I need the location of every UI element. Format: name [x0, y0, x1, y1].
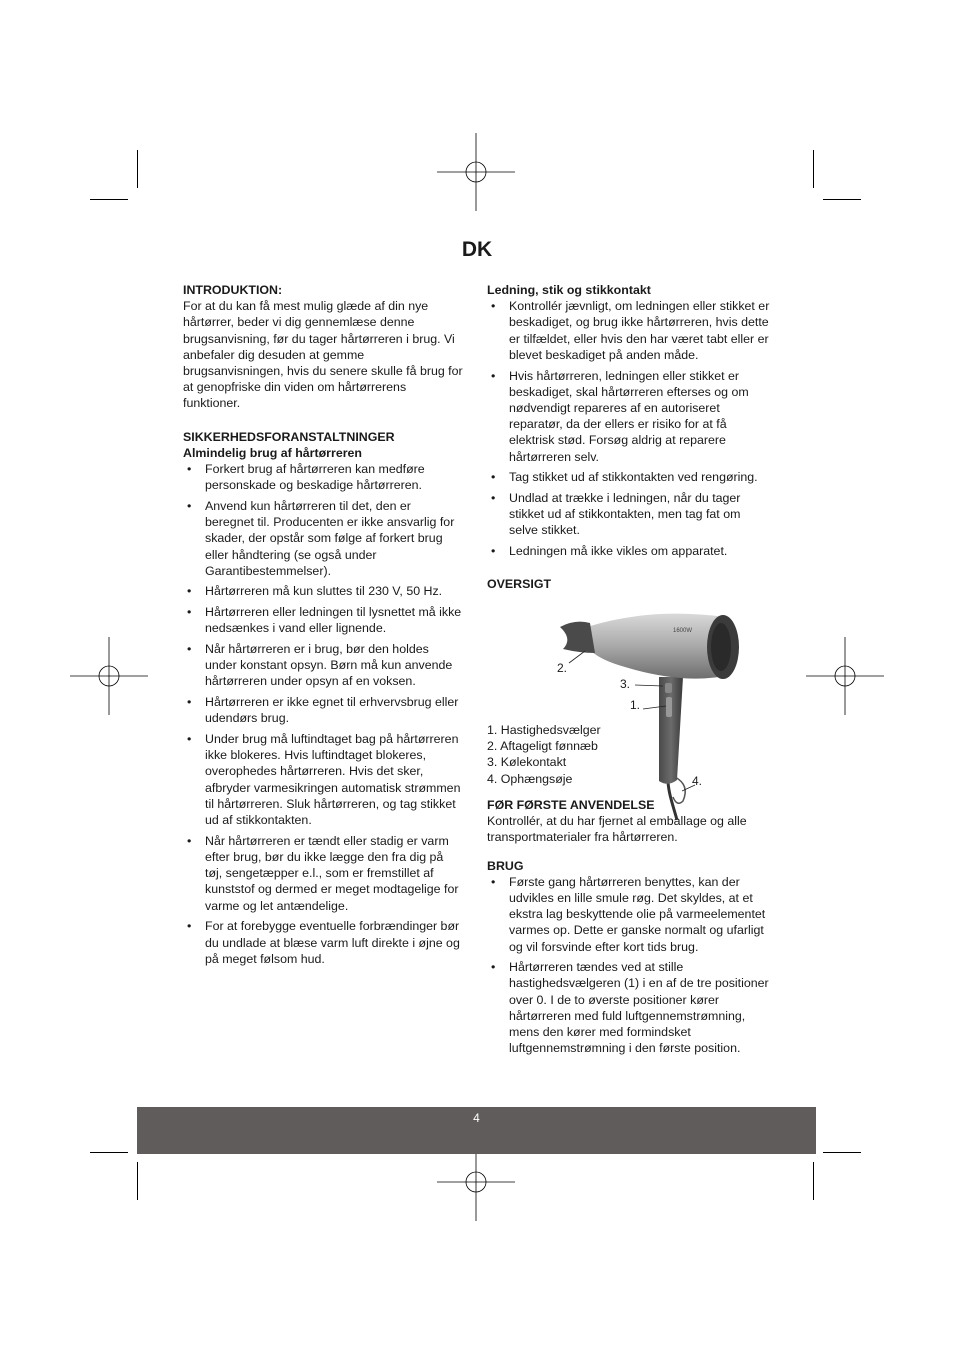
crop-mark: [823, 199, 861, 200]
list-item: • Hårtørreren tændes ved at stille hastighedsvælgeren (1) i en af de tre positioner over 0. I de to øverste positioner kører hårtørreren med fuld luftgennemstrømning, mens den kører med formindsket luftgennemstrømning i den første position.: [487, 959, 772, 1056]
list-item: 3. Kølekontakt: [487, 755, 567, 770]
intro-text: For at du kan få mest mulig glæde af din nye hårtørrer, beder vi dig gennemlæse denne brugsanvisning, før du tager hårtørreren i brug. Vi anbefaler dig desuden at gemme brugsanvisningen, hvis du senere skulle få brug for at genopfriske din viden om hårtørrerens funktioner.: [183, 299, 463, 411]
crop-mark: [137, 150, 138, 188]
crop-mark: [823, 1152, 861, 1153]
list-item: • For at forebygge eventuelle forbrændinger bør du undlade at blæse varm luft direkte i øjne og på meget følsom hud.: [183, 918, 463, 967]
crop-mark: [90, 1152, 128, 1153]
list-item: • Kontrollér jævnligt, om ledningen eller stikket er beskadiget, og brug ikke hårtørreren, hvis dette er tilfældet, eller hvis den har været tabt eller er blevet beskadiget på anden måde.: [487, 298, 772, 363]
hair-dryer-image: [555, 605, 750, 820]
registration-mark-right: [806, 637, 884, 715]
registration-mark-top: [437, 133, 515, 211]
page-title: DK: [461, 238, 493, 261]
dryer-brand: 1600W: [673, 628, 693, 634]
list-item: • Anvend kun hårtørreren til det, den er beregnet til. Producenten er ikke ansvarlig for skader, der opstår som følge af forkert brug eller håndtering (se også under Garantibestemmelser).: [183, 498, 463, 579]
list-item: • Under brug må luftindtaget bag på hårtørreren ikke blokeres. Hvis luftindtaget blokeres, overophedes hårtørreren. Hvis det sker, afbryder varmesikringen automatisk strømmen til hårtørreren. Sluk hårtørreren, og tag stikket ud af stikkontakten.: [183, 731, 463, 828]
list-item: • Når hårtørreren er i brug, bør den holdes under konstant opsyn. Børn må kun anvende hårtørreren under opsyn af en voksen.: [183, 641, 463, 690]
list-item: • Hårtørreren eller ledningen til lysnettet må ikke nedsænkes i vand eller lignende.: [183, 604, 463, 636]
callout-2: 2.: [557, 661, 568, 675]
footer-bar: [137, 1107, 816, 1154]
first-use-text: Kontrollér, at du har fjernet al emballage og alle transportmaterialer fra hårtørreren.: [487, 814, 747, 845]
list-item: • Når hårtørreren er tændt eller stadig er varm efter brug, bør du ikke lægge den fra dig på tøj, sengetæpper e.l., som er fremstillet af kunststof og dermed er meget modtagelige for varme og let antændelige.: [183, 833, 463, 914]
list-item: • Hvis hårtørreren, ledningen eller stikket er beskadiget, skal hårtørreren efterses og om nødvendigt repareres af en autoriseret reparatør, da der ellers er risiko for at få elektrisk stød. Forsøg aldrig at reparere hårtørreren selv.: [487, 368, 772, 465]
list-item: 4. Ophængsøje: [487, 771, 573, 786]
list-item: • Hårtørreren er ikke egnet til erhvervsbrug eller udendørs brug.: [183, 694, 463, 726]
callout-1: 1.: [630, 698, 641, 712]
callout-4: 4.: [692, 774, 703, 788]
overview-heading: OVERSIGT: [487, 576, 552, 591]
list-item: • Hårtørreren må kun sluttes til 230 V, 50 Hz.: [183, 583, 463, 599]
list-item: • Tag stikket ud af stikkontakten ved rengøring.: [487, 469, 772, 485]
list-item: • Forkert brug af hårtørreren kan medføre personskade og beskadige hårtørreren.: [183, 461, 463, 493]
first-use-heading: FØR FØRSTE ANVENDELSE: [487, 797, 655, 812]
list-item: • Ledningen må ikke vikles om apparatet.: [487, 543, 772, 559]
general-use-heading: Almindelig brug af hårtørreren: [183, 445, 362, 460]
list-item: • Undlad at trække i ledningen, når du tager stikket ud af stikkontakten, men tag fat om selve stikket.: [487, 490, 772, 539]
safety-heading: SIKKERHEDSFORANSTALTNINGER: [183, 429, 395, 444]
use-heading: BRUG: [487, 858, 524, 873]
page-number: 4: [473, 1111, 480, 1125]
list-item: 2. Aftageligt fønnæb: [487, 739, 598, 754]
crop-mark: [813, 1162, 814, 1200]
registration-mark-left: [70, 637, 148, 715]
crop-mark: [137, 1162, 138, 1200]
intro-heading: INTRODUKTION:: [183, 283, 283, 297]
list-item: 1. Hastighedsvælger: [487, 722, 601, 737]
callout-3: 3.: [620, 677, 631, 691]
left-column: [183, 282, 463, 971]
crop-mark: [90, 199, 128, 200]
use-list: [487, 874, 772, 1057]
cord-list: [487, 298, 772, 559]
safety-list: [183, 461, 463, 967]
cord-heading: Ledning, stik og stikkontakt: [487, 283, 651, 297]
crop-mark: [813, 150, 814, 188]
list-item: • Første gang hårtørreren benyttes, kan der udvikles en lille smule røg. Det skyldes, at et ekstra lag beskyttende olie på varmeelementet varmes op. Dette er ganske normalt og ufarligt og vil forsvinde efter kort tids brug.: [487, 874, 772, 955]
registration-mark-bottom: [437, 1143, 515, 1221]
